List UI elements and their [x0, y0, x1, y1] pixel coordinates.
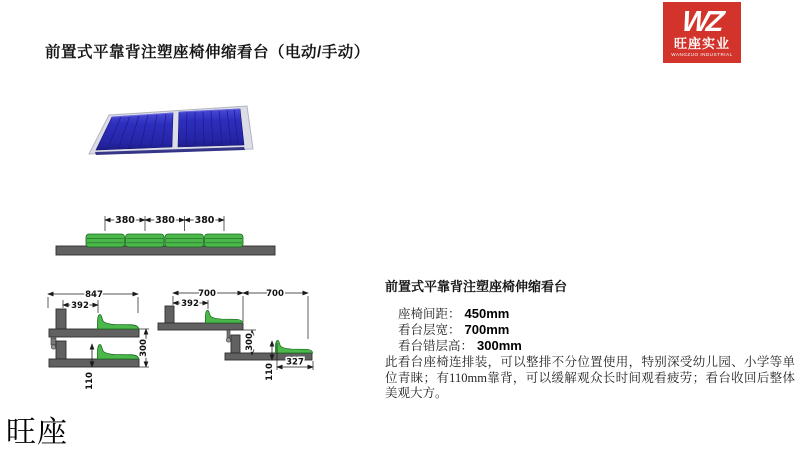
- upper-seat-profile: [98, 315, 139, 330]
- guide-roller: [226, 338, 230, 342]
- lower-backrest-post: [56, 341, 66, 359]
- logo-company-name-en: WANGZUO INDUSTRIAL: [671, 52, 733, 57]
- seat-units: [86, 234, 243, 247]
- dimension-label-row-depth-2: 700: [266, 289, 284, 299]
- product-photo-folded-seat-render: [86, 103, 258, 172]
- upper-backrest-post: [165, 306, 174, 323]
- page-title: 前置式平靠背注塑座椅伸缩看台（电动/手动）: [45, 44, 370, 61]
- dimension-label-backrest-height: 110: [85, 372, 95, 390]
- upper-seat-profile: [205, 310, 242, 323]
- company-logo: [663, 2, 741, 63]
- side-view-extended-diagram: [155, 283, 340, 405]
- upper-backrest-post: [56, 309, 66, 329]
- dimension-label-row-depth-1: 700: [198, 289, 216, 299]
- spec-row-riser-height: [398, 338, 795, 354]
- dimension-label-riser-height: 300: [139, 339, 149, 357]
- spec-description: 此看台座椅连排装，可以整排不分位置使用，特别深受幼儿园、小学等单位青睐；有110mm靠背，可以缓解观众长时间观看疲劳；看台收回后整体美观大方。: [385, 355, 795, 400]
- spec-row-seat-pitch: [398, 306, 795, 322]
- dimension-label-backrest-height: 110: [265, 363, 275, 381]
- lower-seat-profile: [98, 345, 139, 360]
- dimension-label-pitch-2: 380: [155, 215, 175, 226]
- lower-seat-profile: [275, 340, 312, 353]
- logo-monogram: WZ: [680, 6, 724, 38]
- front-view-diagram: [55, 204, 280, 265]
- spec-row-row-width: [398, 322, 795, 338]
- dimension-label-riser-height: 300: [245, 333, 255, 351]
- pitch-dimensions: [105, 215, 224, 231]
- side-view-closed-diagram: [42, 284, 160, 403]
- spec-label: 看台错层高：: [398, 339, 474, 353]
- upper-platform: [158, 323, 243, 330]
- spec-value: 450mm: [464, 306, 510, 321]
- dimension-label-overall-depth: 847: [85, 290, 103, 300]
- spec-value: 700mm: [464, 322, 510, 337]
- lower-platform: [49, 359, 139, 367]
- spec-label: 看台层宽：: [398, 323, 461, 337]
- lower-backrest-post: [231, 335, 240, 353]
- side-view-extended-svg: [155, 283, 340, 400]
- dimension-label-seat-depth: 392: [181, 299, 199, 309]
- brand-footer: 旺座: [6, 416, 68, 449]
- front-view-svg: [55, 204, 280, 260]
- dimension-label-pitch-1: 380: [115, 215, 135, 226]
- dimension-label-bottom-clearance: 327: [286, 357, 304, 368]
- spec-panel: [385, 276, 795, 402]
- spec-heading: 前置式平靠背注塑座椅伸缩看台: [385, 279, 568, 294]
- dimension-label-pitch-3: 380: [194, 215, 215, 226]
- spec-label: 座椅间距：: [398, 307, 461, 321]
- guide-roller: [51, 345, 55, 349]
- upper-platform: [49, 329, 139, 337]
- spec-value: 300mm: [477, 338, 522, 353]
- folded-seat-render-svg: [86, 103, 258, 167]
- side-view-closed-svg: [42, 284, 160, 398]
- dimension-label-seat-depth: 392: [71, 301, 89, 311]
- guide-bracket: [51, 338, 56, 345]
- logo-company-name-cn: 旺座实业: [673, 36, 730, 51]
- connector-rod: [227, 330, 230, 338]
